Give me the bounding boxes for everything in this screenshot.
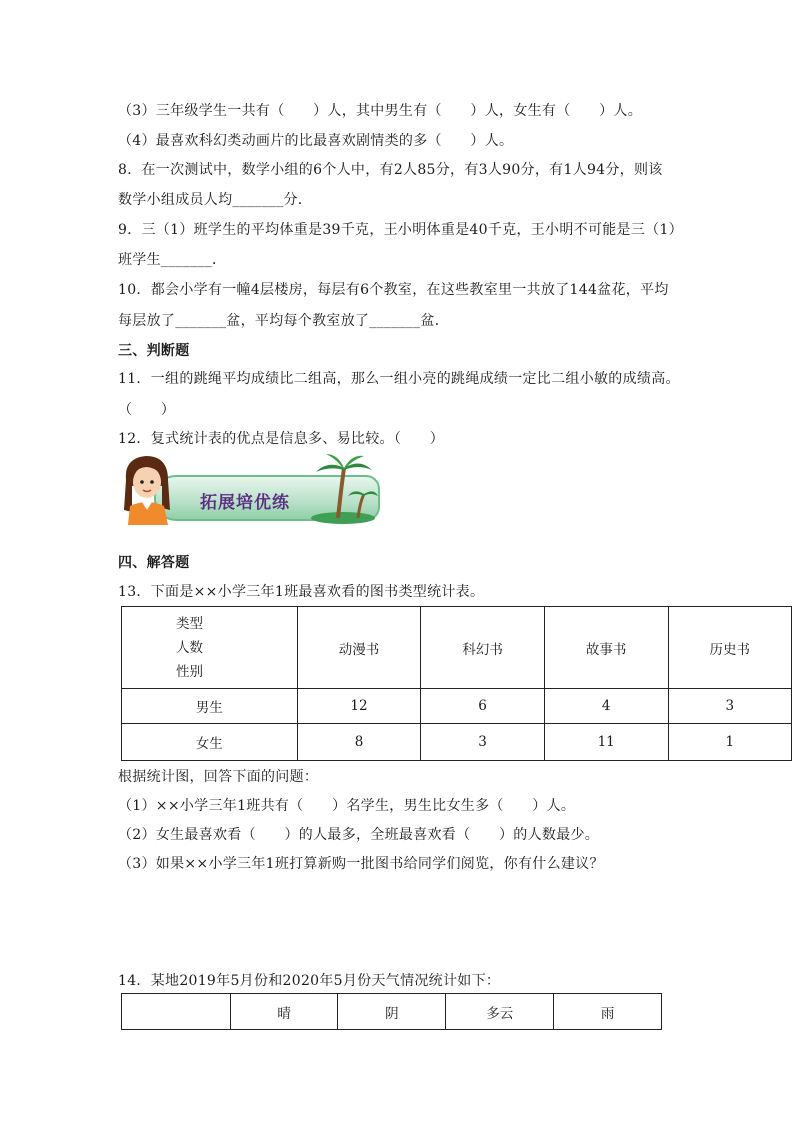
q11-line2: （ ） [118, 402, 176, 418]
q8-line2: 数学小组成员人均_______分． [118, 192, 313, 208]
banner-title: 拓展培优练 [200, 493, 290, 513]
table-row [122, 994, 662, 1030]
extension-banner [118, 450, 380, 525]
table-row [122, 607, 792, 689]
corner-label-gender: 性别 [176, 663, 203, 680]
table-cell: 8 [297, 724, 421, 761]
corner-label-count: 人数 [176, 639, 203, 656]
table-row [122, 689, 792, 724]
column-header: 阴 [338, 994, 446, 1030]
q14-intro: 14．某地2019年5月份和2020年5月份天气情况统计如下： [118, 973, 501, 989]
column-header: 故事书 [544, 607, 668, 689]
girl-illustration-icon [118, 450, 178, 525]
table-cell: 1 [668, 724, 791, 761]
table-cell: 11 [544, 724, 668, 761]
q10-line1: 10．都会小学有一幢4层楼房，每层有6个教室，在这些教室里一共放了144盆花，平均 [118, 282, 669, 298]
q7-part4: （4）最喜欢科幻类动画片的比最喜欢剧情类的多（ ）人。 [118, 133, 514, 149]
table-row [122, 724, 792, 761]
weather-table [121, 993, 662, 1030]
column-header: 雨 [554, 994, 662, 1030]
q8-line1: 8．在一次测试中，数学小组的6个人中，有2人85分，有3人90分，有1人94分，则该 [118, 162, 663, 178]
table-cell: 6 [421, 689, 544, 724]
table-cell: 3 [668, 689, 791, 724]
q9-line2: 班学生_______． [118, 252, 227, 268]
table-cell: 12 [297, 689, 421, 724]
table-cell: 3 [421, 724, 544, 761]
q13-prompt: 根据统计图，回答下面的问题： [118, 769, 319, 785]
q9-line1: 9．三（1）班学生的平均体重是39千克，王小明体重是40千克，王小明不可能是三（1） [118, 222, 683, 238]
table-corner-cell [122, 607, 298, 689]
q13-intro: 13．下面是××小学三年1班最喜欢看的图书类型统计表。 [118, 584, 485, 600]
column-header: 晴 [230, 994, 338, 1030]
column-header: 历史书 [668, 607, 791, 689]
table-cell: 4 [544, 689, 668, 724]
q12: 12．复式统计表的优点是信息多、易比较。（ ） [118, 431, 445, 447]
section-heading-answer: 四、解答题 [118, 555, 190, 571]
column-header: 科幻书 [421, 607, 544, 689]
book-type-table [121, 606, 792, 761]
q10-line2: 每层放了_______盆，平均每个教室放了_______盆． [118, 313, 449, 329]
palm-tree-icon [308, 450, 378, 525]
column-header: 多云 [446, 994, 554, 1030]
q13-part3: （3）如果××小学三年1班打算新购一批图书给同学们阅览，你有什么建议？ [118, 856, 604, 872]
q11-line1: 11．一组的跳绳平均成绩比二组高，那么一组小亮的跳绳成绩一定比二组小敏的成绩高。 [118, 371, 680, 387]
row-label: 女生 [122, 724, 298, 761]
q13-part2: （2）女生最喜欢看（ ）的人最多，全班最喜欢看（ ）的人数最少。 [118, 827, 600, 843]
q13-part1: （1）××小学三年1班共有（ ）名学生，男生比女生多（ ）人。 [118, 798, 576, 814]
corner-label-type: 类型 [176, 615, 203, 632]
section-heading-judge: 三、判断题 [118, 343, 190, 359]
q7-part3: （3）三年级学生一共有（ ）人，其中男生有（ ）人，女生有（ ）人。 [118, 103, 643, 119]
table-corner-cell [122, 994, 231, 1030]
column-header: 动漫书 [297, 607, 421, 689]
row-label: 男生 [122, 689, 298, 724]
